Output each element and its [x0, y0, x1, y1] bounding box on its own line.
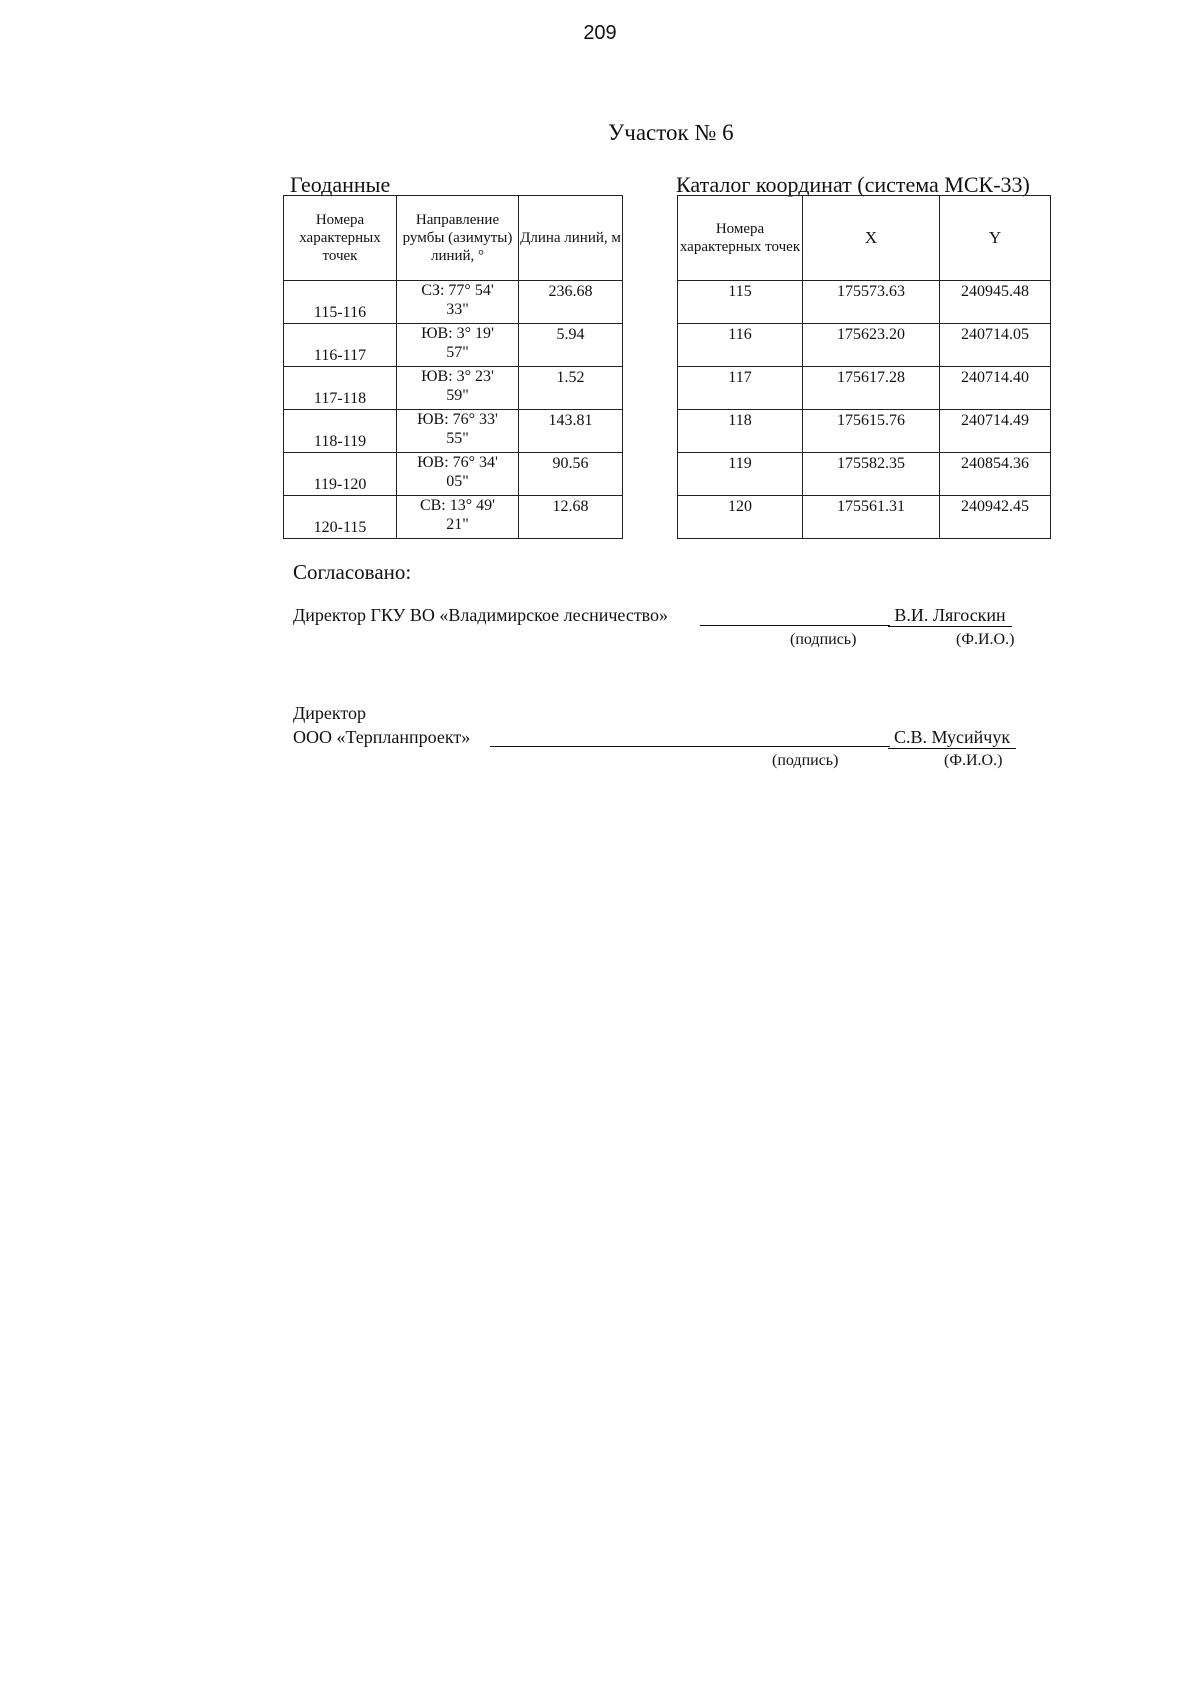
- y-cell: 240714.05: [940, 324, 1051, 367]
- x-cell: 175561.31: [803, 496, 940, 539]
- table-row: [678, 410, 1051, 453]
- table-row: [678, 496, 1051, 539]
- point-cell: 120: [678, 496, 803, 539]
- point-cell: 117: [678, 367, 803, 410]
- direction-cell: [397, 324, 519, 367]
- direction-cell: [397, 496, 519, 539]
- table-row: [284, 281, 623, 324]
- signer2-sign-label: (подпись): [772, 752, 839, 769]
- point-cell: 118: [678, 410, 803, 453]
- signer2-signature-line: [490, 746, 890, 747]
- direction-seconds: 05": [446, 473, 469, 490]
- direction-seconds: 55": [446, 430, 469, 447]
- y-cell: 240945.48: [940, 281, 1051, 324]
- table-row: [678, 324, 1051, 367]
- y-cell: 240942.45: [940, 496, 1051, 539]
- catalog-header-y: Y: [940, 196, 1051, 281]
- signer1-org: Директор ГКУ ВО «Владимирское лесничество»: [293, 605, 669, 625]
- geodata-header-row: [284, 196, 623, 281]
- direction-angle: СВ: 13° 49': [419, 497, 496, 514]
- signer2-fio-label: (Ф.И.О.): [944, 752, 1003, 769]
- signer1-fio-label: (Ф.И.О.): [956, 631, 1015, 648]
- direction-angle: ЮВ: 3° 19': [421, 325, 494, 342]
- length-cell: 143.81: [519, 410, 623, 453]
- catalog-table: [677, 195, 1051, 539]
- x-cell: 175615.76: [803, 410, 940, 453]
- pair-cell: 117-118: [284, 367, 397, 410]
- approval-heading: Согласовано:: [293, 560, 412, 584]
- table-row: [284, 496, 623, 539]
- signer1-signature-line: [700, 625, 890, 626]
- geodata-caption: Геоданные: [290, 172, 391, 197]
- length-cell: 1.52: [519, 367, 623, 410]
- geodata-header-length: Длина линий, м: [519, 196, 623, 281]
- direction-seconds: 59": [446, 387, 469, 404]
- y-cell: 240714.49: [940, 410, 1051, 453]
- length-cell: 90.56: [519, 453, 623, 496]
- length-cell: 236.68: [519, 281, 623, 324]
- signer2-org: ООО «Терпланпроект»: [293, 727, 471, 747]
- point-cell: 115: [678, 281, 803, 324]
- catalog-header-row: [678, 196, 1051, 281]
- signer2-name: С.В. Мусийчук: [888, 727, 1016, 749]
- pair-cell: 120-115: [284, 496, 397, 539]
- table-row: [284, 410, 623, 453]
- geodata-table: [283, 195, 623, 539]
- pair-cell: 118-119: [284, 410, 397, 453]
- pair-cell: 119-120: [284, 453, 397, 496]
- page-number: 209: [583, 22, 617, 44]
- section-title: Участок № 6: [608, 120, 734, 145]
- table-row: [678, 453, 1051, 496]
- signer1-name: В.И. Лягоскин: [888, 605, 1012, 627]
- direction-cell: [397, 281, 519, 324]
- table-row: [284, 367, 623, 410]
- direction-cell: [397, 367, 519, 410]
- table-row: [678, 367, 1051, 410]
- x-cell: 175582.35: [803, 453, 940, 496]
- point-cell: 116: [678, 324, 803, 367]
- table-row: [284, 324, 623, 367]
- signer1-sign-label: (подпись): [790, 631, 857, 648]
- direction-angle: ЮВ: 76° 33': [417, 411, 498, 428]
- x-cell: 175573.63: [803, 281, 940, 324]
- direction-angle: ЮВ: 76° 34': [417, 454, 498, 471]
- y-cell: 240854.36: [940, 453, 1051, 496]
- direction-angle: СЗ: 77° 54': [421, 282, 494, 299]
- table-row: [284, 453, 623, 496]
- catalog-caption: Каталог координат (система МСК-33): [676, 172, 1030, 197]
- table-row: [678, 281, 1051, 324]
- signer2-title: Директор: [293, 703, 367, 723]
- geodata-header-direction: Направление румбы (азимуты) линий, °: [397, 196, 519, 281]
- length-cell: 12.68: [519, 496, 623, 539]
- direction-seconds: 33": [446, 301, 469, 318]
- direction-angle: ЮВ: 3° 23': [421, 368, 494, 385]
- x-cell: 175617.28: [803, 367, 940, 410]
- catalog-header-points: Номера характерных точек: [678, 196, 803, 281]
- direction-seconds: 57": [446, 344, 469, 361]
- length-cell: 5.94: [519, 324, 623, 367]
- x-cell: 175623.20: [803, 324, 940, 367]
- direction-cell: [397, 410, 519, 453]
- point-cell: 119: [678, 453, 803, 496]
- pair-cell: 115-116: [284, 281, 397, 324]
- y-cell: 240714.40: [940, 367, 1051, 410]
- pair-cell: 116-117: [284, 324, 397, 367]
- direction-cell: [397, 453, 519, 496]
- geodata-header-points: Номера характерных точек: [284, 196, 397, 281]
- direction-seconds: 21": [446, 516, 469, 533]
- catalog-header-x: X: [803, 196, 940, 281]
